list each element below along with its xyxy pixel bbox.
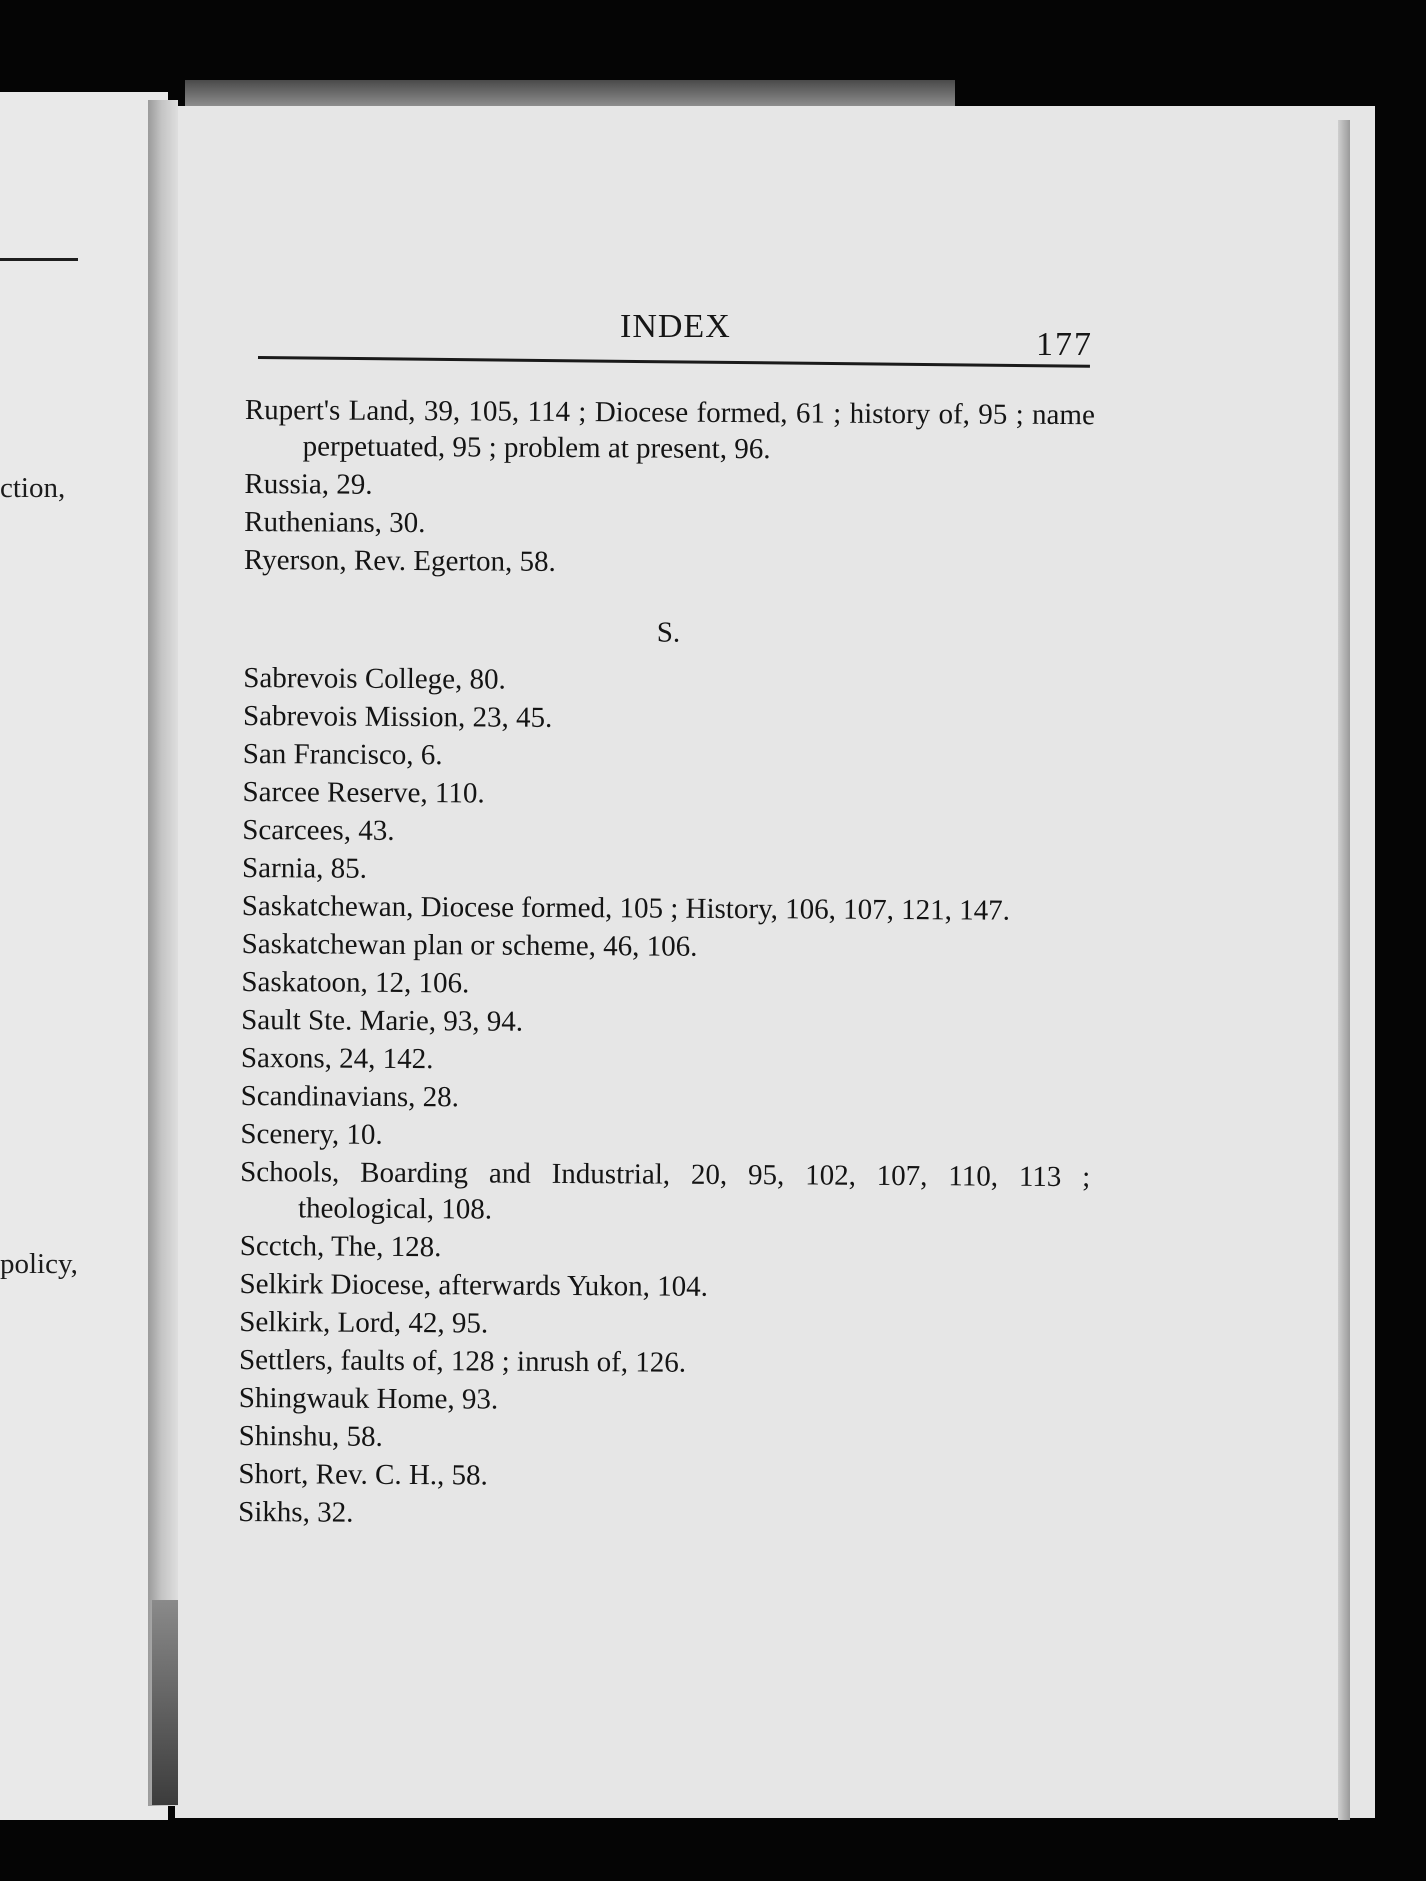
index-section-s bbox=[238, 660, 1093, 1535]
running-head: INDEX bbox=[620, 308, 731, 345]
previous-page-fragment: policy, bbox=[0, 1248, 78, 1280]
index-entry: Rupert's Land, 39, 105, 114 ; Diocese formed, 61 ; history of, 95 ; name perpetuated, 95 ; problem at present, 96. bbox=[244, 393, 1095, 466]
index-entry: Saskatoon, 12, 106. bbox=[241, 965, 470, 1000]
book-binding-edge bbox=[148, 100, 178, 1806]
index-entry: Shinshu, 58. bbox=[238, 1419, 383, 1453]
index-entry: Scctch, The, 128. bbox=[239, 1229, 442, 1264]
index-entry: Sikhs, 32. bbox=[238, 1495, 354, 1529]
previous-page-rule bbox=[0, 258, 78, 261]
index-entry: San Francisco, 6. bbox=[242, 737, 443, 772]
index-entry: Sabrevois Mission, 23, 45. bbox=[242, 699, 553, 734]
index-entry: Sarnia, 85. bbox=[241, 851, 368, 885]
index-section-r bbox=[244, 392, 1095, 583]
index-entry: Selkirk Diocese, afterwards Yukon, 104. bbox=[239, 1267, 709, 1303]
index-entry: Sabrevois College, 80. bbox=[243, 661, 506, 696]
index-entry: Schools, Boarding and Industrial, 20, 95, 102, 107, 110, 113 ; theological, 108. bbox=[240, 1155, 1091, 1226]
section-letter: S. bbox=[656, 616, 681, 649]
index-entry: Selkirk, Lord, 42, 95. bbox=[239, 1305, 489, 1340]
index-entry: Scandinavians, 28. bbox=[240, 1079, 460, 1114]
index-entry: Sault Ste. Marie, 93, 94. bbox=[241, 1003, 524, 1038]
index-entry: Saskatchewan, Diocese formed, 105 ; History, 106, 107, 121, 147. bbox=[241, 889, 1011, 927]
index-entry: Short, Rev. C. H., 58. bbox=[238, 1457, 488, 1492]
book-binding-shadow bbox=[152, 1600, 178, 1805]
index-entry: Russia, 29. bbox=[244, 467, 373, 501]
index-entry: Scenery, 10. bbox=[240, 1117, 383, 1151]
index-entry: Shingwauk Home, 93. bbox=[238, 1381, 499, 1416]
index-entry: Scarcees, 43. bbox=[242, 813, 395, 847]
index-entry: Ryerson, Rev. Egerton, 58. bbox=[243, 543, 556, 578]
index-list bbox=[238, 392, 1095, 1537]
previous-page-fragment: ction, bbox=[0, 472, 66, 504]
page-top-shadow bbox=[185, 80, 955, 106]
index-entry: Ruthenians, 30. bbox=[244, 505, 426, 540]
page-right-edge bbox=[1338, 120, 1350, 1820]
index-entry: Saskatchewan plan or scheme, 46, 106. bbox=[241, 927, 698, 963]
previous-page bbox=[0, 92, 168, 1820]
index-entry: Settlers, faults of, 128 ; inrush of, 126. bbox=[238, 1343, 687, 1379]
page-number: 177 bbox=[1036, 326, 1093, 363]
index-entry: Saxons, 24, 142. bbox=[240, 1041, 434, 1076]
index-entry: Sarcee Reserve, 110. bbox=[242, 775, 485, 810]
